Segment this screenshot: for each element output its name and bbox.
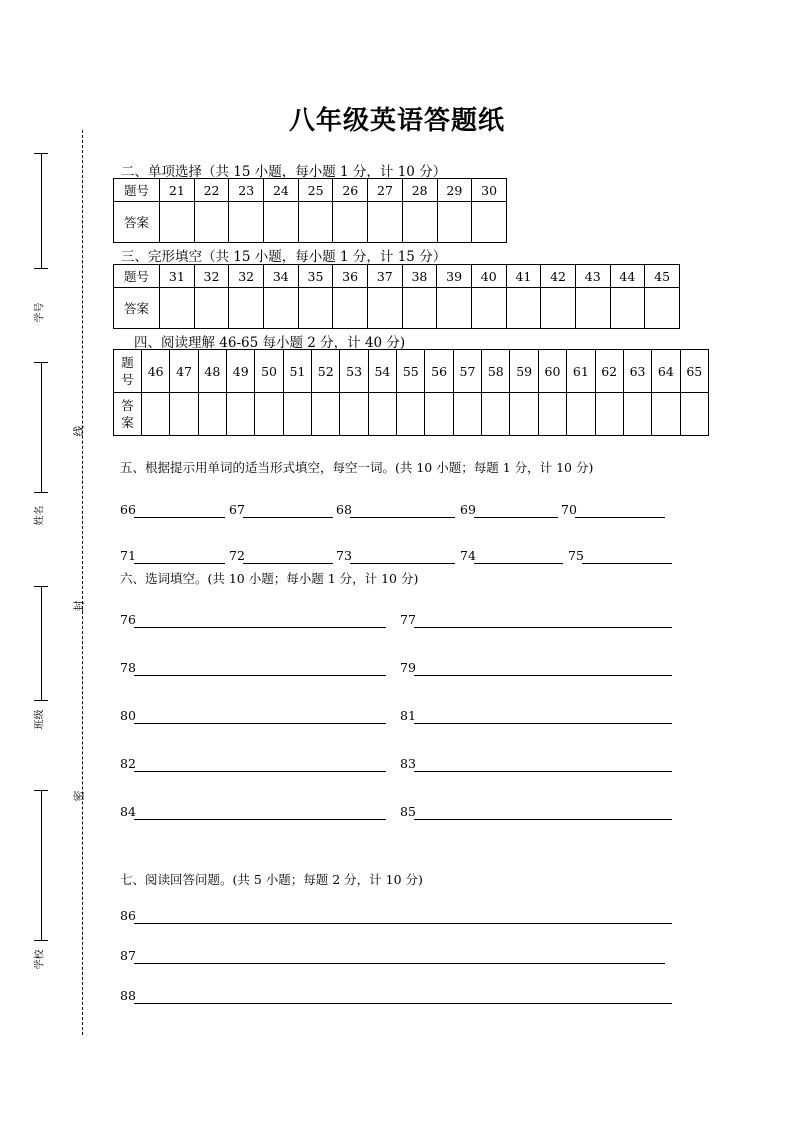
seal-text-secret: 密 [72,790,86,802]
blank-number: 85 [400,804,416,819]
answer-cell[interactable] [340,393,368,436]
question-number-cell: 46 [142,350,170,393]
answer-cell[interactable] [402,202,437,243]
answer-cell[interactable] [437,288,472,329]
answer-blank-line[interactable] [134,563,225,564]
question-number-cell: 48 [198,350,226,393]
section3-answer-grid [113,264,680,329]
question-number-cell: 32 [194,265,229,288]
blank-number: 83 [400,756,416,771]
row-label-number: 题号 [114,179,160,202]
blank-number: 75 [568,548,584,563]
section2-heading: 二、单项选择（共 15 小题，每小题 1 分，计 10 分） [121,164,447,180]
answer-blank-line[interactable] [243,517,333,518]
answer-cell[interactable] [402,288,437,329]
answer-blank-line[interactable] [134,1003,672,1004]
blank-number: 68 [336,502,352,517]
answer-cell[interactable] [264,202,299,243]
answer-cell[interactable] [170,393,198,436]
answer-cell[interactable] [142,393,170,436]
answer-cell[interactable] [482,393,510,436]
answer-cell[interactable] [333,288,368,329]
cut-line [82,130,83,1035]
question-number-cell: 65 [680,350,708,393]
question-number-cell: 26 [333,179,368,202]
question-number-cell: 59 [510,350,538,393]
blank-number: 86 [120,908,136,923]
answer-cell[interactable] [255,393,283,436]
blank-number: 88 [120,988,136,1003]
question-number-cell: 58 [482,350,510,393]
answer-cell[interactable] [298,288,333,329]
answer-blank-line[interactable] [134,627,386,628]
answer-cell[interactable] [229,202,264,243]
question-number-cell: 49 [227,350,255,393]
question-number-cell: 27 [368,179,403,202]
question-number-cell: 57 [453,350,481,393]
section3-heading: 三、完形填空（共 15 小题，每小题 1 分，计 15 分） [121,249,447,265]
question-number-cell: 62 [595,350,623,393]
answer-cell[interactable] [263,288,298,329]
blank-number: 67 [229,502,245,517]
question-number-cell: 41 [506,265,541,288]
answer-blank-line[interactable] [575,517,665,518]
blank-number: 82 [120,756,136,771]
blank-number: 71 [120,548,136,563]
question-number-cell: 61 [567,350,595,393]
answer-blank-line[interactable] [414,771,672,772]
name-label: 姓名 [34,505,46,526]
question-number-cell: 28 [402,179,437,202]
seal-text-line: 线 [72,425,86,437]
answer-blank-line[interactable] [474,517,558,518]
student-id-line [41,153,42,268]
blank-number: 73 [336,548,352,563]
answer-cell[interactable] [471,288,506,329]
answer-blank-line[interactable] [414,819,672,820]
answer-cell[interactable] [198,393,226,436]
question-number-cell: 21 [160,179,195,202]
question-number-cell: 39 [437,265,472,288]
student-id-label: 学号 [34,302,46,323]
question-number-cell: 38 [402,265,437,288]
answer-cell[interactable] [283,393,311,436]
section6-heading: 六、选词填空。(共 10 小题；每小题 1 分，计 10 分) [120,571,419,586]
answer-cell[interactable] [397,393,425,436]
blank-number: 69 [460,502,476,517]
question-number-cell: 40 [471,265,506,288]
question-number-cell: 63 [623,350,651,393]
answer-cell[interactable] [595,393,623,436]
blank-number: 80 [120,708,136,723]
page-title: 八年级英语答题纸 [288,106,505,136]
question-number-cell: 44 [610,265,645,288]
answer-cell[interactable] [425,393,453,436]
answer-blank-line[interactable] [474,563,563,564]
answer-blank-line[interactable] [134,771,386,772]
answer-cell[interactable] [575,288,610,329]
question-number-cell: 45 [645,265,680,288]
question-number-cell: 24 [264,179,299,202]
blank-number: 72 [229,548,245,563]
question-number-cell: 50 [255,350,283,393]
answer-cell[interactable] [368,393,396,436]
answer-blank-line[interactable] [243,563,333,564]
question-number-cell: 35 [298,265,333,288]
question-number-cell: 54 [368,350,396,393]
answer-blank-line[interactable] [414,723,672,724]
row-label-number: 题 号 [114,350,142,393]
question-number-cell: 23 [229,179,264,202]
answer-cell[interactable] [610,288,645,329]
row-label-number: 题号 [114,265,160,288]
answer-cell[interactable] [623,393,651,436]
answer-blank-line[interactable] [350,517,455,518]
question-number-cell: 47 [170,350,198,393]
answer-blank-line[interactable] [414,627,672,628]
answer-cell[interactable] [680,393,708,436]
section7-heading: 七、阅读回答问题。(共 5 小题；每题 2 分，计 10 分) [120,872,423,887]
name-line [41,362,42,492]
answer-cell[interactable] [453,393,481,436]
answer-cell[interactable] [160,288,195,329]
seal-text-seal: 封 [72,600,86,612]
question-number-cell: 34 [263,265,298,288]
question-number-cell: 36 [333,265,368,288]
answer-cell[interactable] [229,288,264,329]
answer-blank-line[interactable] [134,963,665,964]
answer-cell[interactable] [194,288,229,329]
answer-cell[interactable] [333,202,368,243]
answer-cell[interactable] [298,202,333,243]
question-number-cell: 55 [397,350,425,393]
answer-blank-line[interactable] [134,675,386,676]
blank-number: 76 [120,612,136,627]
answer-blank-line[interactable] [134,923,672,924]
row-label-answer: 答案 [114,288,160,329]
question-number-cell: 53 [340,350,368,393]
blank-number: 79 [400,660,416,675]
blank-number: 78 [120,660,136,675]
answer-blank-line[interactable] [134,723,386,724]
section4-heading: 四、阅读理解 46-65 每小题 2 分，计 40 分) [134,335,406,351]
blank-number: 70 [561,502,577,517]
answer-cell[interactable] [437,202,472,243]
blank-number: 81 [400,708,416,723]
answer-cell[interactable] [312,393,340,436]
answer-cell[interactable] [160,202,195,243]
question-number-cell: 37 [367,265,402,288]
answer-cell[interactable] [541,288,576,329]
question-number-cell: 25 [298,179,333,202]
question-number-cell: 64 [652,350,680,393]
question-number-cell: 42 [541,265,576,288]
answer-blank-line[interactable] [134,517,225,518]
answer-cell[interactable] [538,393,566,436]
row-label-answer: 答案 [114,202,160,243]
section4-answer-grid [113,349,709,436]
answer-blank-line[interactable] [350,563,455,564]
question-number-cell: 43 [575,265,610,288]
row-label-answer: 答 案 [114,393,142,436]
answer-cell[interactable] [367,288,402,329]
blank-number: 66 [120,502,136,517]
answer-cell[interactable] [652,393,680,436]
answer-cell[interactable] [194,202,229,243]
answer-cell[interactable] [506,288,541,329]
question-number-cell: 30 [472,179,507,202]
question-number-cell: 22 [194,179,229,202]
question-number-cell: 32 [229,265,264,288]
class-label: 班级 [34,709,46,730]
question-number-cell: 52 [312,350,340,393]
answer-cell[interactable] [510,393,538,436]
class-line [41,586,42,700]
section5-heading: 五、根据提示用单词的适当形式填空，每空一词。(共 10 小题；每题 1 分，计 10 分) [120,460,594,475]
answer-cell[interactable] [368,202,403,243]
blank-number: 87 [120,948,136,963]
question-number-cell: 29 [437,179,472,202]
blank-number: 84 [120,804,136,819]
question-number-cell: 56 [425,350,453,393]
answer-blank-line[interactable] [414,675,672,676]
answer-cell[interactable] [227,393,255,436]
section2-answer-grid [113,178,507,243]
question-number-cell: 51 [283,350,311,393]
answer-cell[interactable] [567,393,595,436]
school-label: 学校 [34,949,46,970]
question-number-cell: 31 [160,265,195,288]
answer-cell[interactable] [645,288,680,329]
question-number-cell: 60 [538,350,566,393]
answer-cell[interactable] [472,202,507,243]
school-line [41,790,42,940]
blank-number: 77 [400,612,416,627]
answer-blank-line[interactable] [134,819,386,820]
blank-number: 74 [460,548,476,563]
answer-blank-line[interactable] [582,563,672,564]
